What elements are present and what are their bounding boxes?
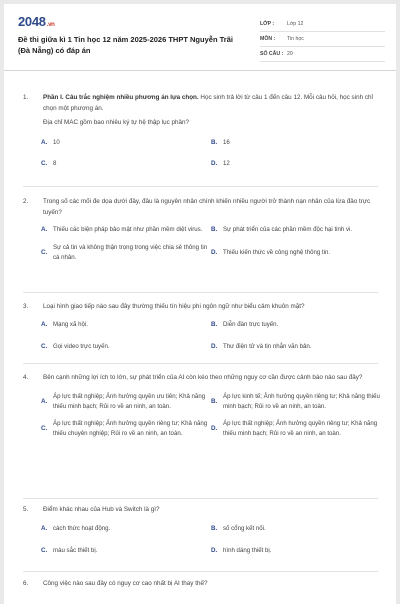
option-letter: C. — [41, 249, 48, 256]
exam-meta-table — [260, 17, 385, 62]
option-c[interactable] — [41, 158, 211, 169]
option-d[interactable] — [211, 158, 381, 169]
divider — [23, 498, 378, 499]
exam-title: Đề thi giữa kì 1 Tin học 12 năm 2025-2026 THPT Nguyễn Trãi (Đà Nẵng) có đáp án — [18, 35, 233, 55]
question-text: Loại hình giao tiếp nào sau đây thường thiếu tín hiệu phi ngôn ngữ như biểu cảm khuôn mặt? — [43, 303, 305, 310]
option-d[interactable] — [211, 419, 381, 438]
option-text: màu sắc thiết bị. — [53, 546, 98, 554]
option-text: Sự phát triển của các phần mềm độc hại tinh vi. — [223, 225, 353, 233]
option-a[interactable] — [41, 523, 211, 534]
option-letter: A. — [41, 321, 48, 328]
option-text: Mạng xã hội. — [53, 320, 88, 328]
logo-text: 2048 — [18, 14, 46, 29]
question-text: Công việc nào sau đây có nguy cơ cao nhất bị AI thay thế? — [43, 580, 208, 587]
option-c[interactable] — [41, 243, 211, 262]
option-d[interactable] — [211, 341, 381, 352]
option-text: Thiếu các biện pháp bảo mật như phần mềm diệt virus. — [53, 225, 203, 233]
option-letter: B. — [211, 398, 218, 405]
option-letter: D. — [211, 343, 218, 350]
option-letter: A. — [41, 226, 48, 233]
option-a[interactable] — [41, 392, 211, 411]
divider — [23, 363, 378, 364]
options — [41, 137, 378, 169]
option-letter: C. — [41, 547, 48, 554]
option-letter: D. — [211, 160, 218, 167]
option-b[interactable] — [211, 392, 381, 411]
meta-value: 20 — [287, 51, 293, 57]
option-c[interactable] — [41, 341, 211, 352]
question-text: Bên cạnh những lợi ích to lớn, sự phát triển của AI còn kéo theo những nguy cơ cần được cảnh báo nào sau đây? — [43, 374, 363, 381]
option-text: 16 — [223, 138, 230, 146]
divider — [23, 571, 378, 572]
option-a[interactable] — [41, 319, 211, 330]
option-a[interactable] — [41, 137, 211, 148]
part-label: Phần I. Câu trắc nghiệm nhiều phương án lựa chọn. — [43, 94, 199, 101]
option-letter: D. — [211, 547, 218, 554]
option-text: Áp lực kinh tế; Ảnh hưởng quyền riêng tư; Khả năng thiếu minh bạch; Rủi ro về an ninh, an toàn. — [223, 393, 380, 410]
option-letter: A. — [41, 525, 48, 532]
option-c[interactable] — [41, 419, 211, 438]
option-c[interactable] — [41, 545, 211, 556]
question-4 — [23, 372, 378, 438]
option-letter: A. — [41, 398, 48, 405]
options — [41, 523, 378, 556]
option-text: Áp lực thất nghiệp; Ảnh hưởng quyền riêng tư; Khả năng thiếu chuyên nghiệp; Rủi ro về an ninh, an toàn. — [53, 420, 208, 437]
question-number: 3. — [23, 303, 29, 310]
option-text: Diễn đàn trực tuyến. — [223, 320, 279, 328]
option-d[interactable] — [211, 545, 381, 556]
question-text: Trong số các mối đe dọa dưới đây, đâu là nguyên nhân chính khiến nhiều người trở thành nạn nhân của lừa đảo trực tuyến? — [43, 198, 371, 216]
meta-key: MÔN : — [260, 36, 276, 42]
option-a[interactable] — [41, 224, 211, 235]
option-letter: D. — [211, 249, 218, 256]
options — [41, 392, 378, 438]
option-letter: C. — [41, 160, 48, 167]
option-letter: B. — [211, 525, 218, 532]
site-logo[interactable] — [18, 14, 55, 29]
option-text: hình dáng thiết bị. — [223, 546, 272, 554]
question-6 — [23, 578, 378, 589]
part-text: Học sinh trả lời từ câu 1 đến câu 12. Mỗi câu hỏi, học sinh chỉ chọn một phương án. — [43, 94, 373, 112]
option-letter: C. — [41, 343, 48, 350]
option-text: Thiếu kiến thức về công nghệ thông tin. — [223, 248, 331, 256]
option-letter: C. — [41, 425, 48, 432]
option-d[interactable] — [211, 243, 381, 262]
option-text: Áp lực thất nghiệp; Ảnh hưởng quyền ưu tiên; Khả năng thiếu minh bạch; Rủi ro về an ninh, an toàn. — [53, 393, 206, 410]
question-number: 5. — [23, 506, 29, 513]
option-text: cách thức hoạt động. — [53, 524, 111, 532]
question-1 — [23, 92, 378, 169]
document-header — [4, 4, 396, 71]
logo-suffix: .vn — [46, 22, 55, 28]
meta-row-class — [260, 17, 385, 32]
option-text: 10 — [53, 138, 60, 146]
option-text: 8 — [53, 159, 57, 167]
option-text: Thư điện tử và tin nhắn văn bản. — [223, 342, 312, 350]
meta-value: Lớp 12 — [287, 21, 304, 27]
option-b[interactable] — [211, 523, 381, 534]
options — [41, 224, 378, 262]
option-b[interactable] — [211, 319, 381, 330]
question-text: Địa chỉ MAC gồm bao nhiêu ký tự hệ thập lục phân? — [43, 119, 189, 126]
option-text: Sự cả tin và không thận trọng trong việc chia sẻ thông tin cá nhân. — [53, 244, 208, 261]
question-number: 4. — [23, 374, 29, 381]
question-5 — [23, 504, 378, 556]
document-page — [4, 4, 396, 604]
question-text: Điểm khác nhau của Hub và Switch là gì? — [43, 506, 160, 513]
option-text: Áp lực thất nghiệp; Ảnh hưởng quyền riêng tư; Khả năng thiếu minh bạch; Rủi ro về an ninh, an toàn. — [223, 420, 378, 437]
question-number: 1. — [23, 94, 29, 101]
option-text: Gọi video trực tuyến. — [53, 342, 110, 350]
divider — [23, 186, 378, 187]
divider — [23, 292, 378, 293]
option-letter: B. — [211, 321, 218, 328]
option-letter: B. — [211, 226, 218, 233]
question-2 — [23, 196, 378, 262]
option-b[interactable] — [211, 137, 381, 148]
option-letter: A. — [41, 139, 48, 146]
meta-key: SỐ CÂU : — [260, 51, 284, 57]
meta-key: LỚP : — [260, 21, 275, 27]
options — [41, 319, 378, 352]
question-3 — [23, 301, 378, 352]
meta-value: Tin học — [287, 36, 304, 42]
meta-row-subject — [260, 32, 385, 47]
option-text: 12 — [223, 159, 230, 167]
question-number: 6. — [23, 580, 29, 587]
option-b[interactable] — [211, 224, 381, 235]
option-letter: B. — [211, 139, 218, 146]
question-number: 2. — [23, 198, 29, 205]
meta-row-count — [260, 47, 385, 62]
option-text: số cổng kết nối. — [223, 524, 266, 532]
option-letter: D. — [211, 425, 218, 432]
question-instructions — [43, 92, 378, 114]
